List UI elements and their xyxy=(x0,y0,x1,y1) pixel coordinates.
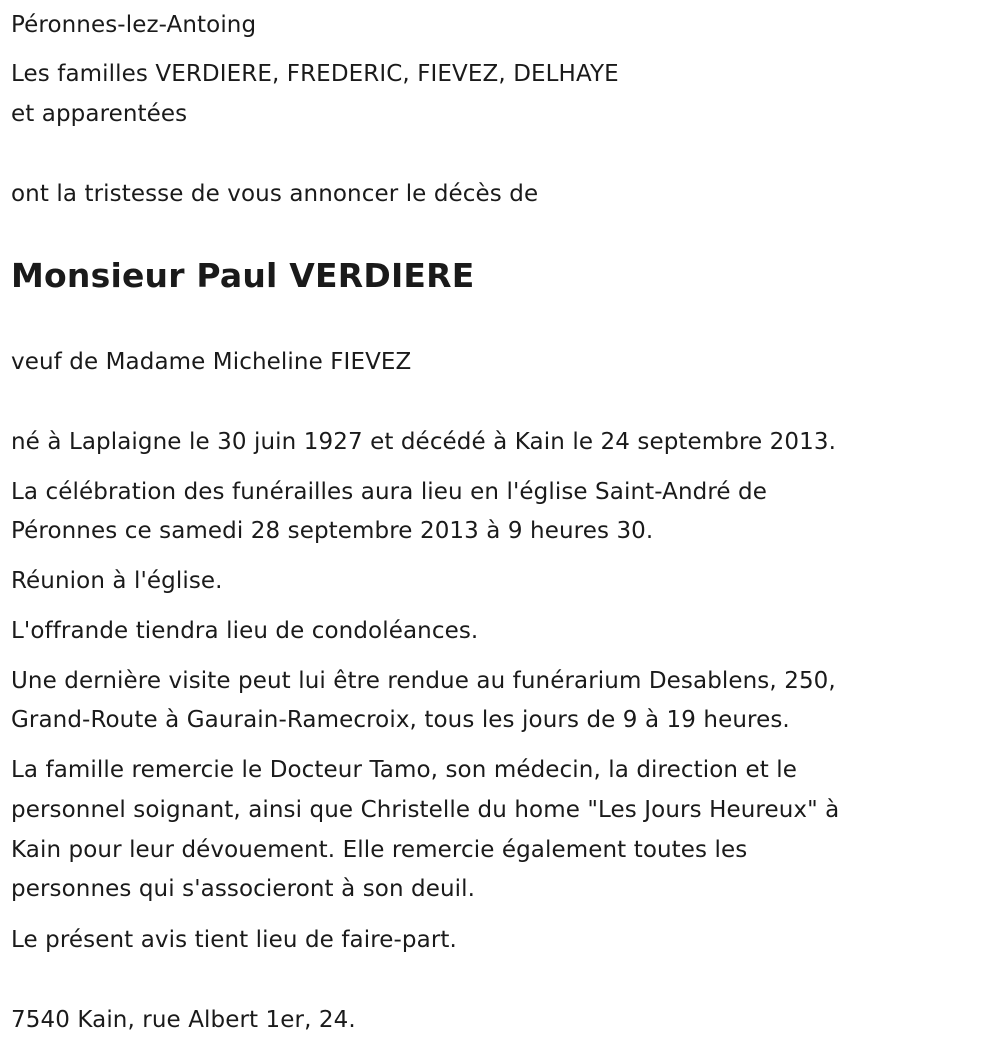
notice-line: Le présent avis tient lieu de faire-part. xyxy=(11,927,457,953)
birth-death-line: né à Laplaigne le 30 juin 1927 et décédé à Kain le 24 septembre 2013. xyxy=(11,429,837,455)
funeral-line-2: Péronnes ce samedi 28 septembre 2013 à 9 heures 30. xyxy=(11,518,654,544)
thanks-line-4: personnes qui s'associeront à son deuil. xyxy=(11,876,476,902)
thanks-line-3: Kain pour leur dévouement. Elle remercie également toutes les xyxy=(11,837,748,863)
visit-line-1: Une dernière visite peut lui être rendue au funérarium Desablens, 250, xyxy=(11,668,836,694)
funeral-line-1: La célébration des funérailles aura lieu en l'église Saint-André de xyxy=(11,479,768,505)
families-line-continued: et apparentées xyxy=(11,101,188,127)
offering-line: L'offrande tiendra lieu de condoléances. xyxy=(11,618,479,644)
families-line: Les familles VERDIERE, FREDERIC, FIEVEZ, DELHAYE xyxy=(11,61,619,87)
address-line: 7540 Kain, rue Albert 1er, 24. xyxy=(11,1007,356,1033)
meeting-line: Réunion à l'église. xyxy=(11,568,223,594)
thanks-line-1: La famille remercie le Docteur Tamo, son médecin, la direction et le xyxy=(11,757,797,783)
location-line: Péronnes-lez-Antoing xyxy=(11,12,257,38)
deceased-name: Monsieur Paul VERDIERE xyxy=(11,256,475,295)
thanks-line-2: personnel soignant, ainsi que Christelle du home "Les Jours Heureux" à xyxy=(11,797,840,823)
spouse-line: veuf de Madame Micheline FIEVEZ xyxy=(11,349,412,375)
announcement-line: ont la tristesse de vous annoncer le décès de xyxy=(11,181,539,207)
visit-line-2: Grand-Route à Gaurain-Ramecroix, tous les jours de 9 à 19 heures. xyxy=(11,707,790,733)
